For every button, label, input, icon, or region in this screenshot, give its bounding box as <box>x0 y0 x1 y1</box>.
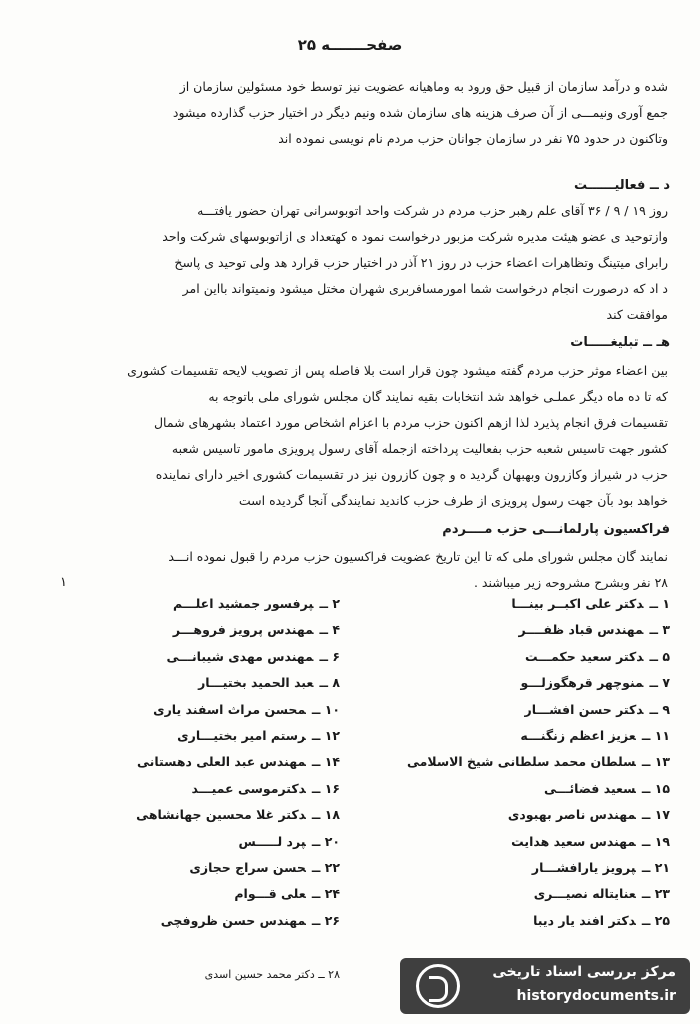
member-number: ۱۷ ــ <box>641 807 670 823</box>
member-list-item <box>30 596 340 611</box>
member-name: مهندس سعید هدایت <box>511 833 636 849</box>
member-list-item <box>30 913 340 928</box>
member-list-item <box>340 622 670 637</box>
member-name: پرویز یارافشـــار <box>531 860 636 875</box>
member-list-item <box>30 622 340 637</box>
member-list-item <box>340 728 670 743</box>
margin-mark: ۱ <box>60 575 67 590</box>
member-name: محسن مراث اسفند یاری <box>153 701 306 717</box>
paragraph-line: وازتوحید ی عضو هیئت مدیره شرکت مزبور درخواست نمود ه کهتعداد ی ازاتوبوسهای شرکت واحد <box>162 229 668 244</box>
member-name: عنایتاله نصیـــری <box>533 886 636 902</box>
paragraph-line: د اد که درصورت انجام درخواست شما امورمسافربری شهران مختل میشود ونمیتواند بااین امر <box>182 281 668 296</box>
member-number: ۲۰ ــ <box>311 833 340 849</box>
member-list-item: ۲۸ ــ دکتر محمد حسین اسدی <box>204 968 340 981</box>
section-heading-text: فراکسیون پارلمانـــی حزب مــــردم <box>442 522 670 537</box>
member-list-item <box>340 675 670 690</box>
member-list-item <box>30 834 340 849</box>
member-number: ۲۵ ــ <box>641 912 670 928</box>
member-name: مهندس پرویز فروهـــر <box>172 622 314 638</box>
member-list-item <box>30 781 340 796</box>
member-name: منوچهر قرهگوزلـــو <box>520 675 644 691</box>
member-number: ۳ ــ <box>649 622 670 638</box>
member-number: ۲ ــ <box>319 596 340 611</box>
watermark-title: مرکز بررسی اسناد تاریخی <box>492 964 676 980</box>
member-name: عزیز اعظم زنگنـــه <box>520 728 636 743</box>
paragraph-line: تقسیمات فرق انجام پذیرد لذا ازهم اکنون حزب مردم با اعزام اشخاص مورد اعتماد بشهرهای شمال <box>153 415 668 430</box>
paragraph-line: موافقت کند <box>606 307 668 322</box>
member-list-item <box>30 860 340 875</box>
member-name: دکتر علی اکبــر بینـــا <box>511 596 644 611</box>
member-number: ۱ ــ <box>649 596 670 611</box>
member-number: ۱۵ ــ <box>641 780 670 796</box>
member-list-item <box>340 807 670 822</box>
member-name: دکترموسی عمیـــد <box>191 780 306 796</box>
paragraph-line: خواهد بود بآن جهت رسول پرویزی از طرف حزب کاندید نمایندگی آنجا گردیده است <box>238 493 668 508</box>
member-list-item <box>30 702 340 717</box>
member-list-item <box>340 702 670 717</box>
intro-line: شده و درآمد سازمان از قبیل حق ورود به وماهیانه عضویت نیز توسط خود مسئولین سازمان از <box>179 79 668 94</box>
paragraph-line: بین اعضاء موثر حزب مردم گفته میشود چون قرار است بلا فاصله پس از تصویب لایحه تقسیمات کشوری <box>127 363 668 378</box>
member-name: دکتر افند یار دیبا <box>533 912 636 928</box>
member-name: مهندس ناصر بهبودی <box>507 807 636 823</box>
member-number: ۱۱ ــ <box>641 728 670 743</box>
member-number: ۲۱ ــ <box>641 860 670 875</box>
member-name: علی قـــوام <box>234 886 306 902</box>
member-list-item <box>30 728 340 743</box>
member-number: ۷ ــ <box>649 675 670 691</box>
paragraph-line: کشور جهت تاسیس شعبه حزب بفعالیت پرداخته ازجمله آقای رسول پرویزی مامور تاسیس شعبه <box>171 441 668 456</box>
watermark-url: historydocuments.ir <box>516 988 676 1004</box>
member-list-item <box>340 886 670 901</box>
member-number: ۱۲ ــ <box>311 728 340 743</box>
member-name: سلطان محمد سلطانی شیخ الاسلامی <box>406 754 636 770</box>
paragraph-line: حزب در شیراز وکازرون وبهبهان گردید ه و چون کازرون نیز در تقسیمات کشوری اخیر دارای نماینده <box>155 467 668 482</box>
member-name: عبد الحمید بختیـــار <box>198 675 314 691</box>
member-number: ۱۸ ــ <box>311 807 340 823</box>
member-list-item <box>340 754 670 769</box>
member-number: ۱۹ ــ <box>641 833 670 849</box>
member-number: ۱۶ ــ <box>311 780 340 796</box>
member-number: ۸ ــ <box>319 675 340 691</box>
member-name: دکتر سعید حکمـــت <box>525 648 644 664</box>
watermark-banner <box>400 958 690 1014</box>
page-number-header: صفحـــــــه ۲۵ <box>297 36 403 54</box>
section-heading-propaganda <box>570 335 670 350</box>
member-number: ۲۴ ــ <box>311 886 340 902</box>
section-heading-text: د ــ فعالیــــــت <box>574 178 670 193</box>
member-list-item <box>30 886 340 901</box>
member-number: ۲۲ ــ <box>311 860 340 875</box>
intro-line: وتاکنون در حدود ۷۵ نفر در سازمان جوانان حزب مردم نام نویسی نموده اند <box>278 131 668 146</box>
member-list-item <box>30 807 340 822</box>
member-list-item <box>340 860 670 875</box>
member-number: ۱۳ ــ <box>641 754 670 770</box>
member-name: مهندس عبد العلی دهستانی <box>136 754 306 770</box>
member-name: سعید فضائـــی <box>544 780 636 796</box>
paragraph-line: که تا ده ماه دیگر عملـی خواهد شد انتخابات بقیه نمایند گان مجلس شورای ملی باتوجه به <box>208 389 668 404</box>
member-number: ۱۰ ــ <box>311 701 340 717</box>
member-list-item <box>30 675 340 690</box>
member-number: ۹ ــ <box>649 701 670 717</box>
member-list-item <box>340 596 670 611</box>
member-number: ۲۳ ــ <box>641 886 670 902</box>
member-number: ۲۶ ــ <box>311 912 340 928</box>
member-name: مهندس قباد ظفــــر <box>518 622 644 638</box>
paragraph-line: روز ۱۹ / ۹ / ۳۶ آقای علم رهبر حزب مردم در شرکت واحد اتوبوسرانی تهران حضور یافتـــه <box>197 203 668 218</box>
member-name: دکتر حسن افشـــار <box>524 701 644 717</box>
section-heading-activity <box>574 178 670 193</box>
member-number: ۶ ــ <box>319 648 340 664</box>
member-name: دکتر غلا محسین جهانشاهی <box>136 807 306 823</box>
member-list-item <box>340 649 670 664</box>
archive-logo-icon <box>416 964 460 1008</box>
member-name: مهندس حسن ظروفچی <box>160 912 306 928</box>
member-name: پرفسور جمشید اعلـــم <box>172 596 314 611</box>
member-number: ۱۴ ــ <box>311 754 340 770</box>
member-number: ۴ ــ <box>319 622 340 638</box>
member-number: ۵ ــ <box>649 648 670 664</box>
intro-line: جمع آوری ونیمـــی از آن صرف هزینه های سازمان شده ونیم دیگر در اختیار حزب گذارده میشود <box>172 105 668 120</box>
member-name: حسن سراج حجازی <box>189 860 306 875</box>
member-list-item <box>340 834 670 849</box>
member-list-item <box>340 781 670 796</box>
member-list-item <box>30 754 340 769</box>
member-name: رستم امیر بختیـــاری <box>177 728 306 743</box>
paragraph-line: نمایند گان مجلس شورای ملی که تا این تاریخ عضویت فراکسیون حزب مردم را قبول نموده انـــد <box>168 549 668 564</box>
paragraph-line: رابرای میتینگ وتظاهرات اعضاء حزب در روز ۲۱ آذر در اختیار حزب قرارد هد ولی توحید ی پاسخ <box>174 255 668 270</box>
paragraph-line: ۲۸ نفر وبشرح مشروحه زیر میباشند . <box>473 575 668 590</box>
section-heading-faction <box>442 522 670 537</box>
member-list-item <box>340 913 670 928</box>
section-heading-text: هـ ــ تبلیغـــــات <box>570 335 670 350</box>
member-list-item <box>30 649 340 664</box>
member-name: پرد لـــــس <box>238 833 306 849</box>
member-name: مهندس مهدی شیبانـــی <box>166 648 314 664</box>
